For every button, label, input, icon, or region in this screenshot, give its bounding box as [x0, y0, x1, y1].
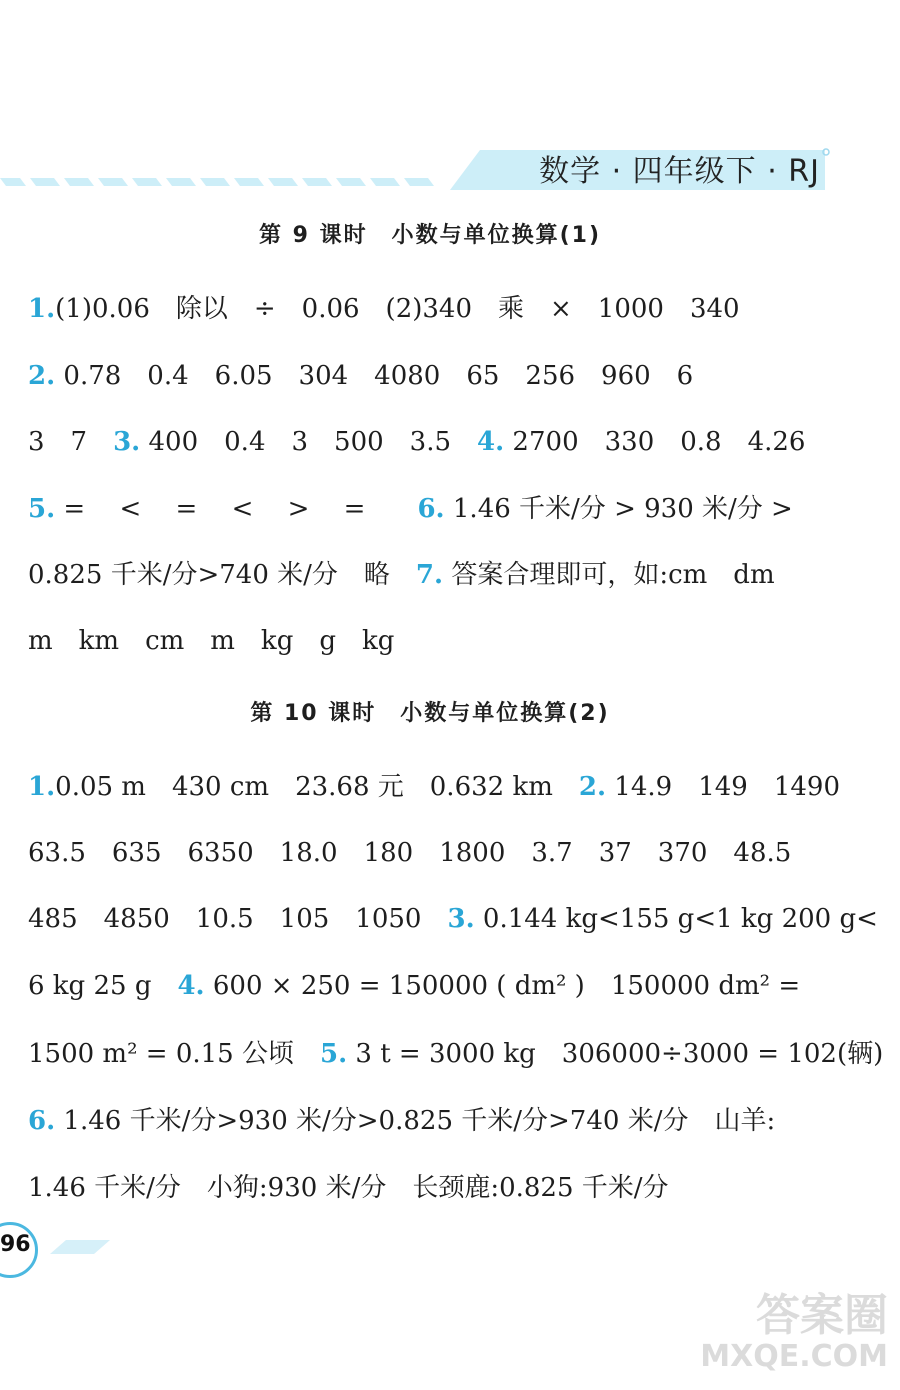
question-number: 3. — [447, 904, 475, 934]
answer-text: 0.78 0.4 6.05 304 4080 65 256 960 6 — [55, 361, 694, 391]
question-number: 7. — [415, 560, 444, 590]
question-number: 2. — [578, 772, 607, 802]
answer-text: 1.46 千米/分 > 930 米/分 > — [444, 494, 793, 524]
answer-text: 0.825 千米/分>740 米/分 略 — [28, 560, 416, 590]
watermark-line2: MXQE.COM — [700, 1339, 888, 1374]
watermark-logo — [678, 1292, 888, 1382]
question-number: 5. — [28, 494, 56, 524]
answer-line — [28, 832, 848, 869]
answer-line — [28, 355, 848, 392]
answer-text: 3 7 — [28, 427, 114, 457]
answer-text: m km cm m kg g kg — [28, 626, 395, 656]
answer-text: 1500 m² = 0.15 公顷 — [28, 1039, 320, 1069]
watermark-line1: 答案圈 — [756, 1290, 888, 1341]
answer-text: 0.144 kg<155 g<1 kg 200 g< — [474, 904, 878, 934]
answer-text: 0.05 m 430 cm 23.68 元 0.632 km — [55, 772, 579, 802]
answer-line — [28, 488, 848, 525]
answer-line — [28, 1100, 848, 1137]
answer-line — [28, 554, 848, 591]
question-number: 4. — [177, 971, 205, 1001]
answer-text: 63.5 635 6350 18.0 180 1800 3.7 37 370 48.5 — [28, 838, 792, 868]
question-number: 1. — [28, 772, 56, 802]
answer-line — [28, 1033, 884, 1070]
answer-line — [28, 620, 848, 657]
answer-text: 3 t = 3000 kg 306000÷3000 = 102(辆) — [347, 1039, 884, 1069]
question-number: 1. — [28, 294, 56, 324]
footer-stripe — [50, 1238, 110, 1256]
lesson-10-title: 第 10 课时 小数与单位换算(2) — [250, 701, 610, 726]
answer-line — [28, 1167, 848, 1204]
answer-line — [28, 288, 848, 325]
question-number: 6. — [28, 1106, 56, 1136]
answer-text: = < = < > = — [55, 494, 418, 524]
answer-text: 1.46 千米/分 小狗:930 米/分 长颈鹿:0.825 千米/分 — [28, 1173, 669, 1203]
answer-text: 1.46 千米/分>930 米/分>0.825 千米/分>740 米/分 山羊: — [55, 1106, 776, 1136]
question-number: 6. — [417, 494, 445, 524]
answer-line — [28, 421, 848, 458]
answer-line — [28, 766, 848, 803]
answer-text: 400 0.4 3 500 3.5 — [140, 427, 478, 457]
page-number: 96 — [0, 1232, 31, 1257]
question-number: 3. — [113, 427, 141, 457]
answer-line — [28, 898, 878, 935]
header-title: 数学 · 四年级下 · RJ — [539, 154, 820, 189]
answer-text: 6 kg 25 g — [28, 971, 178, 1001]
question-number: 5. — [319, 1039, 348, 1069]
answer-text: (1)0.06 除以 ÷ 0.06 (2)340 乘 × 1000 340 — [55, 294, 740, 324]
question-number: 4. — [477, 427, 505, 457]
answer-text: 2700 330 0.8 4.26 — [504, 427, 806, 457]
answer-line — [28, 965, 848, 1002]
answer-text: 答案合理即可，如:cm dm — [443, 560, 775, 590]
answer-text: 485 4850 10.5 105 1050 — [28, 904, 448, 934]
answer-text: 600 × 250 = 150000 ( dm² ) 150000 dm² = — [204, 971, 801, 1001]
question-number: 2. — [28, 361, 56, 391]
lesson-9-title: 第 9 课时 小数与单位换算(1) — [258, 223, 602, 248]
answer-text: 14.9 149 1490 — [606, 772, 840, 802]
